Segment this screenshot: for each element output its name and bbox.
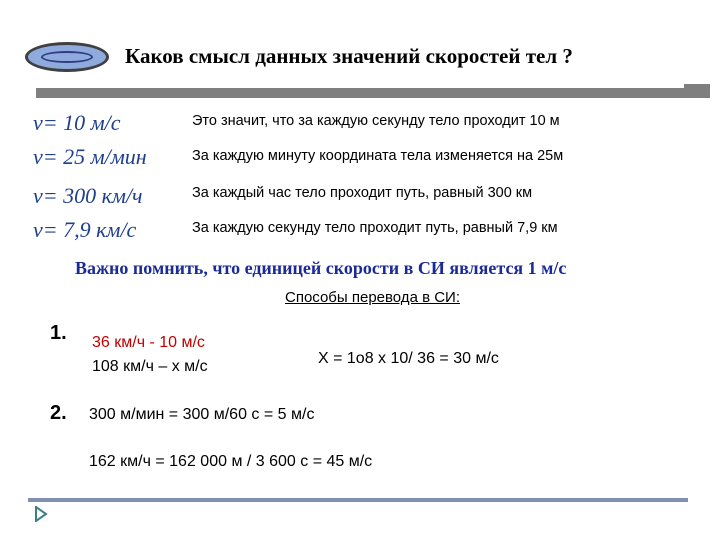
method-1-proportion: 36 км/ч - 10 м/с: [92, 334, 205, 351]
title-divider-bar: [36, 88, 710, 98]
speed-meaning-3: За каждый час тело проходит путь, равный 300 км: [192, 185, 533, 201]
slide-title: Каков смысл данных значений скоростей тел ?: [125, 44, 573, 68]
speed-meaning-4: За каждую секунду тело проходит путь, равный 7,9 км: [192, 220, 558, 236]
title-divider-cap: [684, 84, 710, 98]
method-2-example-2: 162 км/ч = 162 000 м / 3 600 с = 45 м/с: [89, 453, 373, 470]
conversion-methods-heading: Способы перевода в СИ:: [285, 289, 460, 306]
method-1-result: Х = 1о8 х 10/ 36 = 30 м/с: [318, 350, 499, 367]
method-1-unknown: 108 км/ч – х м/с: [92, 358, 208, 375]
si-unit-note: Важно помнить, что единицей скорости в СИ является 1 м/с: [75, 258, 567, 278]
speed-meaning-2: За каждую минуту координата тела изменяется на 25м: [192, 148, 564, 164]
method-2-example-1: 300 м/мин = 300 м/60 с = 5 м/с: [89, 406, 315, 423]
speed-value-4: v= 7,9 км/с: [33, 217, 137, 242]
method-2-number: 2.: [50, 402, 67, 424]
speed-value-3: v= 300 км/ч: [33, 183, 143, 208]
oval-inner-ring: [41, 51, 93, 63]
footer-divider: [28, 498, 688, 502]
speed-value-1: v= 10 м/с: [33, 110, 121, 135]
speed-meaning-1: Это значит, что за каждую секунду тело проходит 10 м: [192, 113, 560, 129]
speed-value-2: v= 25 м/мин: [33, 144, 147, 169]
method-1-number: 1.: [50, 322, 67, 344]
oval-icon: [25, 42, 109, 72]
arrow-right-icon: [34, 506, 48, 522]
